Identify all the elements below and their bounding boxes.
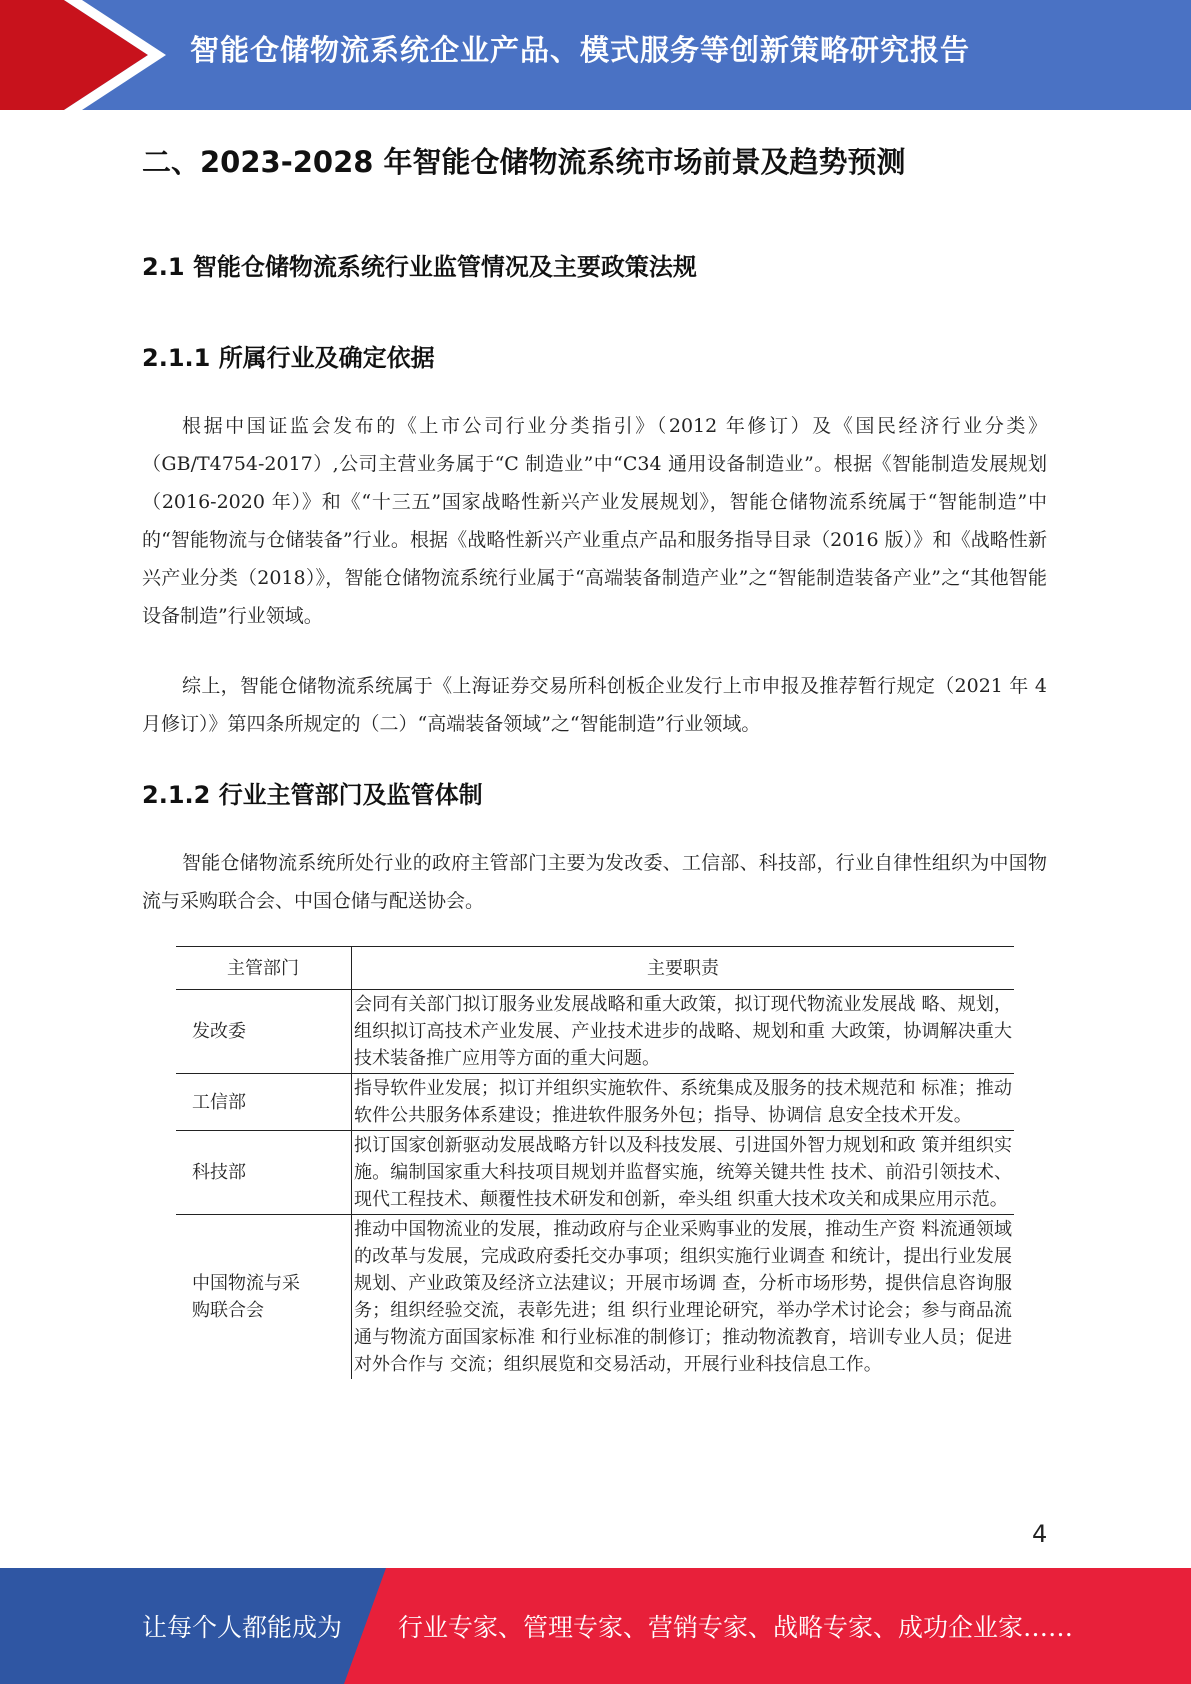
table-cell-dept: 中国物流与采购联合会 bbox=[176, 1215, 352, 1380]
table-cell-duty: 会同有关部门拟订服务业发展战略和重大政策，拟订现代物流业发展战 略、规划，组织拟订高技术产业发展、产业技术进步的战略、规划和重 大政策，协调解决重大技术装备推广应用等方面的重大问题。 bbox=[352, 990, 1015, 1074]
table-row bbox=[176, 1215, 1014, 1380]
table-cell-duty: 指导软件业发展；拟订并组织实施软件、系统集成及服务的技术规范和 标准；推动软件公共服务体系建设；推进软件服务外包；指导、协调信 息安全技术开发。 bbox=[352, 1074, 1015, 1131]
header-title: 智能仓储物流系统企业产品、模式服务等创新策略研究报告 bbox=[190, 33, 971, 67]
table-cell-dept: 工信部 bbox=[176, 1074, 352, 1131]
footer-slogan-right: 行业专家、管理专家、营销专家、战略专家、成功企业家…… bbox=[398, 1613, 1074, 1642]
page-footer bbox=[0, 1568, 1191, 1684]
header-red-arrow bbox=[0, 0, 148, 110]
table-row bbox=[176, 1131, 1014, 1215]
footer-slogan-left: 让每个人都能成为 bbox=[142, 1613, 343, 1642]
page-number: 4 bbox=[1032, 1520, 1048, 1548]
table-header-dept: 主管部门 bbox=[176, 947, 352, 990]
paragraph-summary: 综上，智能仓储物流系统属于《上海证券交易所科创板企业发行上市申报及推荐暂行规定（2021 年 4 月修订）》第四条所规定的（二）“高端装备领域”之“智能制造”行业领域。 bbox=[142, 675, 1047, 735]
chapter-heading: 二、2023-2028 年智能仓储物流系统市场前景及趋势预测 bbox=[142, 145, 906, 179]
table-header-duty: 主要职责 bbox=[352, 947, 1015, 990]
regulator-table bbox=[176, 946, 1014, 1379]
table-row bbox=[176, 990, 1014, 1074]
table-cell-dept: 科技部 bbox=[176, 1131, 352, 1215]
page-header bbox=[0, 0, 1191, 110]
section-heading-2-1: 2.1 智能仓储物流系统行业监管情况及主要政策法规 bbox=[142, 253, 697, 281]
table-cell-duty: 拟订国家创新驱动发展战略方针以及科技发展、引进国外智力规划和政 策并组织实施。编制国家重大科技项目规划并监督实施，统筹关键共性 技术、前沿引领技术、现代工程技术、颠覆性技术研发和创新，牵头组 织重大技术攻关和成果应用示范。 bbox=[352, 1131, 1015, 1215]
paragraph-regulators: 智能仓储物流系统所处行业的政府主管部门主要为发改委、工信部、科技部，行业自律性组织为中国物流与采购联合会、中国仓储与配送协会。 bbox=[142, 852, 1047, 912]
table-row bbox=[176, 1074, 1014, 1131]
table-header-row bbox=[176, 947, 1014, 990]
section-heading-2-1-2: 2.1.2 行业主管部门及监管体制 bbox=[142, 781, 483, 809]
table-cell-duty: 推动中国物流业的发展，推动政府与企业采购事业的发展，推动生产资 料流通领域的改革与发展，完成政府委托交办事项；组织实施行业调查 和统计，提出行业发展规划、产业政策及经济立法建议；开展市场调 查，分析市场形势，提供信息咨询服务；组织经验交流，表彰先进；组 织行业理论研究，举办学术讨论会；参与商品流通与物流方面国家标准 和行业标准的制修订；推动物流教育，培训专业人员；促进对外合作与 交流；组织展览和交易活动，开展行业科技信息工作。 bbox=[354, 1219, 1012, 1375]
paragraph-industry-basis: 根据中国证监会发布的《上市公司行业分类指引》（2012 年修订）及《国民经济行业分类》（GB/T4754-2017）,公司主营业务属于“C 制造业”中“C34 通用设备制造业”。根据《智能制造发展规划（2016-2020 年）》和《“十三五”国家战略性新兴产业发展规划》，智能仓储物流系统属于“智能制造”中的“智能物流与仓储装备”行业。根据《战略性新兴产业重点产品和服务指导目录（2016 版）》和《战略性新兴产业分类（2018）》，智能仓储物流系统行业属于“高端装备制造产业”之“智能制造装备产业”之“其他智能设备制造”行业领域。 bbox=[142, 415, 1047, 627]
table-cell-dept: 发改委 bbox=[176, 990, 352, 1074]
section-heading-2-1-1: 2.1.1 所属行业及确定依据 bbox=[142, 344, 435, 372]
